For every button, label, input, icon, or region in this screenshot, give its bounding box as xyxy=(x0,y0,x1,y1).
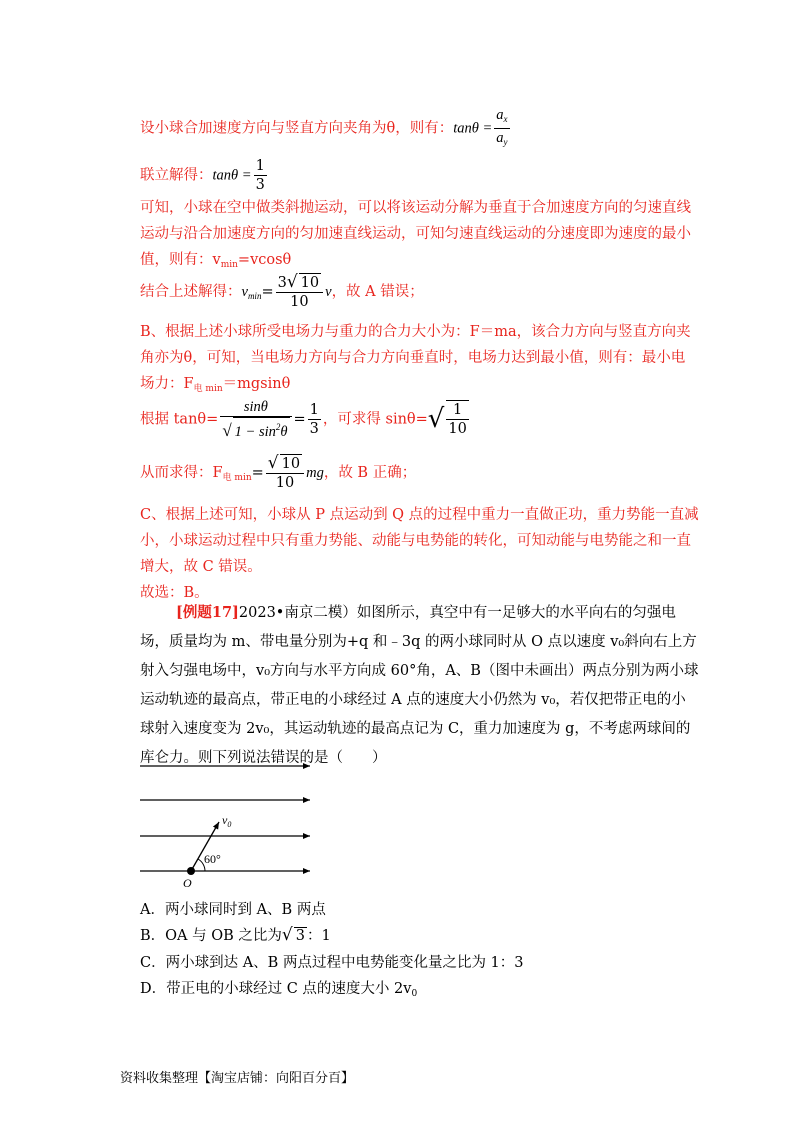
solution-line-3: 可知，小球在空中做类斜抛运动，可以将该运动分解为垂直于合加速度方向的匀速直线 xyxy=(140,200,691,216)
footer-note: 资料收集整理【淘宝店铺：向阳百分百】 xyxy=(120,1071,355,1086)
electric-field-figure xyxy=(138,758,318,890)
option-b: B．OA 与 OB 之比为√ 3 ：1 xyxy=(140,925,331,945)
velocity-label: $v_0$ xyxy=(222,813,232,829)
solution-line-10: 根据 tanθ= $\frac{\sin\theta}{√ 1 - \sin^2\theta}$ = $\frac{1}{3}$ ，可求得 sinθ=√ $\frac{1}{10}$ xyxy=(140,399,467,440)
origin-label: O xyxy=(183,876,192,890)
example-tag: [例题17] xyxy=(176,604,239,621)
solution-line-2: 联立解得：tanθ = $\frac{1}{3}$ xyxy=(140,158,265,193)
option-a: A．两小球同时到 A、B 两点 xyxy=(140,902,326,918)
option-d: D．带正电的小球经过 C 点的速度大小 $2v_0$ xyxy=(140,981,418,999)
solution-line-1: 设小球合加速度方向与竖直方向夹角为θ，则有：tanθ = $\frac{a_x}{a_y}$ xyxy=(140,106,512,151)
solution-line-4: 运动与沿合加速度方向的匀加速直线运动，可知匀速直线运动的分速度即为速度的最小 xyxy=(140,226,691,242)
solution-line-9: 场力：$F_{电 min}=mgsin\theta$ xyxy=(140,376,291,394)
solution-line-12: C、根据上述可知，小球从 P 点运动到 Q 点的过程中重力一直做正功，重力势能一直减 xyxy=(140,507,699,523)
solution-line-11: 从而求得：$F_{电 min}=$ $\frac{√ 10}{10}$ mg，故 B 正确； xyxy=(140,453,417,491)
solution-line-14: 增大，故 C 错误。 xyxy=(140,559,262,575)
formula-tan: tanθ = xyxy=(453,120,493,137)
fraction-one-tenth: $\frac{1}{10}$ xyxy=(448,402,467,438)
origin-point xyxy=(187,867,195,875)
fraction-vmin: $\frac{3√ 10}{10}$ xyxy=(276,273,324,311)
solution-line-7: B、根据上述小球所受电场力与重力的合力大小为：F＝ma，该合力方向与竖直方向夹 xyxy=(140,324,691,340)
example-paragraph xyxy=(140,598,700,773)
solution-line-8: 角亦为θ，可知，当电场力方向与合力方向垂直时，电场力达到最小值，则有：最小电 xyxy=(140,350,686,366)
option-c: C．两小球到达 A、B 两点过程中电势能变化量之比为 1：3 xyxy=(140,955,524,971)
fraction-ax-ay: $\frac{a_x}{a_y}$ xyxy=(494,106,509,151)
example-text: 2023•南京二模）如图所示，真空中有一足够大的水平向右的匀强电场，质量均为 m、带电量分别为+q 和﹣3q 的两小球同时从 O 点以速度 v₀斜向右上方射入匀强电场中，v₀方向与水平方向成 60°角，A、B（图中未画出）两点分别为两小球运动轨迹的最高点，带正电的小球经过 A 点的速度大小仍然为 v₀，若仅把带正电的小球射入速度变为 2v₀，其运动轨迹的最高点记为 C，重力加速度为 g，不考虑两球间的库仑力。则下列说法错误的是（ ） xyxy=(140,605,699,766)
fraction-one-third: $\frac{1}{3}$ xyxy=(255,158,265,193)
solution-line-6: 结合上述解得：$v_{min}=$ $\frac{3√ 10}{10}$ v，故 A 错误； xyxy=(140,272,424,310)
angle-label: 60° xyxy=(204,852,221,866)
fraction-root10-over-10: $\frac{√ 10}{10}$ xyxy=(266,454,304,492)
solution-line-13: 小，小球运动过程中只有重力势能、动能与电势能的转化，可知动能与电势能之和一直 xyxy=(140,533,691,549)
solution-line-15: 故选：B。 xyxy=(140,585,209,601)
solution-line-5: 值，则有：$v_{min}=vcos\theta$ xyxy=(140,252,292,270)
fraction-sin-over-root: $\frac{\sin\theta}{√ 1 - \sin^2\theta}$ xyxy=(220,398,291,441)
fraction-one-third-b: $\frac{1}{3}$ xyxy=(309,401,319,437)
